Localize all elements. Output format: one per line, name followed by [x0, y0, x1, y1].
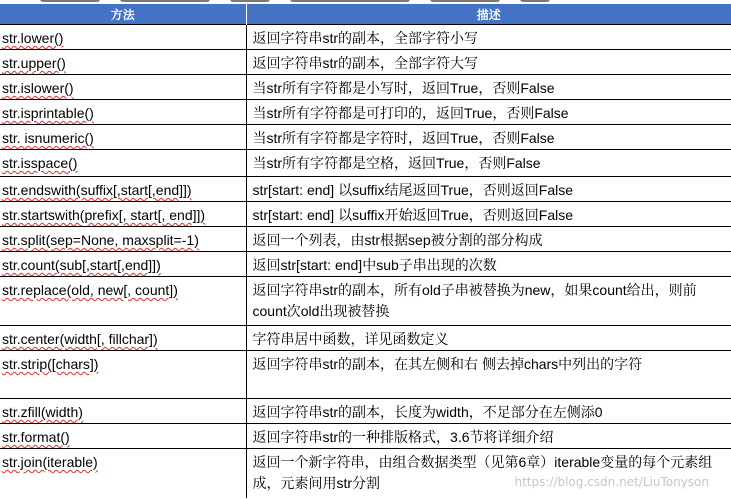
- table-row: [0, 50, 731, 75]
- description-cell: 字符串居中函数，详见函数定义: [246, 326, 731, 351]
- table-row: [0, 227, 731, 252]
- table-row: [0, 399, 731, 424]
- description-cell: 返回字符串str的一种排版格式，3.6节将详细介绍: [246, 424, 731, 449]
- description-cell: 返回字符串str的副本，全部字符小写: [246, 25, 731, 50]
- table-row: [0, 125, 731, 150]
- description-cell: 返回字符串str的副本，在其左侧和右 侧去掉chars中列出的字符: [246, 351, 731, 399]
- table-header-row: [0, 4, 731, 25]
- method-cell: str.split(sep=None, maxsplit=-1): [0, 227, 246, 252]
- description-cell: 当str所有字符都是字符时，返回True，否则False: [246, 125, 731, 150]
- method-cell: str.join(iterable): [0, 449, 246, 498]
- method-cell: str.lower(): [0, 25, 246, 50]
- method-cell: str.replace(old, new[, count]): [0, 277, 246, 326]
- method-cell: str.count(sub[,start[,end]]): [0, 252, 246, 277]
- description-cell: str[start: end] 以suffix结尾返回True，否则返回False: [246, 177, 731, 202]
- table-row: [0, 449, 731, 498]
- table-row: [0, 150, 731, 177]
- table-row: [0, 424, 731, 449]
- method-cell: str.upper(): [0, 50, 246, 75]
- description-cell: 返回字符串str的副本，所有old子串被替换为new，如果count给出，则前count次old出现被替换: [246, 277, 731, 326]
- table-row: [0, 326, 731, 351]
- description-cell: 返回一个列表，由str根据sep被分割的部分构成: [246, 227, 731, 252]
- table-row: [0, 202, 731, 227]
- description-cell: 当str所有字符都是小写时，返回True，否则False: [246, 75, 731, 100]
- method-cell: str.strip([chars]): [0, 351, 246, 399]
- method-cell: str.islower(): [0, 75, 246, 100]
- table-row: [0, 277, 731, 326]
- description-cell: 返回字符串str的副本，全部字符大写: [246, 50, 731, 75]
- description-cell: 当str所有字符都是可打印的，返回True，否则False: [246, 100, 731, 125]
- method-cell: str.format(): [0, 424, 246, 449]
- method-cell: str.isprintable(): [0, 100, 246, 125]
- table-row: [0, 25, 731, 50]
- method-column-header: 方法: [0, 4, 246, 25]
- table-row: [0, 252, 731, 277]
- description-cell: str[start: end] 以suffix开始返回True，否则返回False: [246, 202, 731, 227]
- method-cell: str.isspace(): [0, 150, 246, 177]
- method-cell: str. isnumeric(): [0, 125, 246, 150]
- description-cell: 返回一个新字符串，由组合数据类型（见第6章）iterable变量的每个元素组成，元素间用str分割: [246, 449, 731, 498]
- table-row: [0, 351, 731, 399]
- method-cell: str.endswith(suffix[,start[,end]]): [0, 177, 246, 202]
- description-cell: 当str所有字符都是空格，返回True，否则False: [246, 150, 731, 177]
- table-row: [0, 177, 731, 202]
- watermark: https://blog.csdn.net/LiuTonyson: [514, 475, 709, 489]
- method-cell: str.startswith(prefix[, start[, end]]): [0, 202, 246, 227]
- method-cell: str.zfill(width): [0, 399, 246, 424]
- string-methods-table: [0, 4, 731, 498]
- description-cell: 返回str[start: end]中sub子串出现的次数: [246, 252, 731, 277]
- table-row: [0, 75, 731, 100]
- table-row: [0, 100, 731, 125]
- description-column-header: 描述: [246, 4, 731, 25]
- description-cell: 返回字符串str的副本，长度为width，不足部分在左侧添0: [246, 399, 731, 424]
- method-cell: str.center(width[, fillchar]): [0, 326, 246, 351]
